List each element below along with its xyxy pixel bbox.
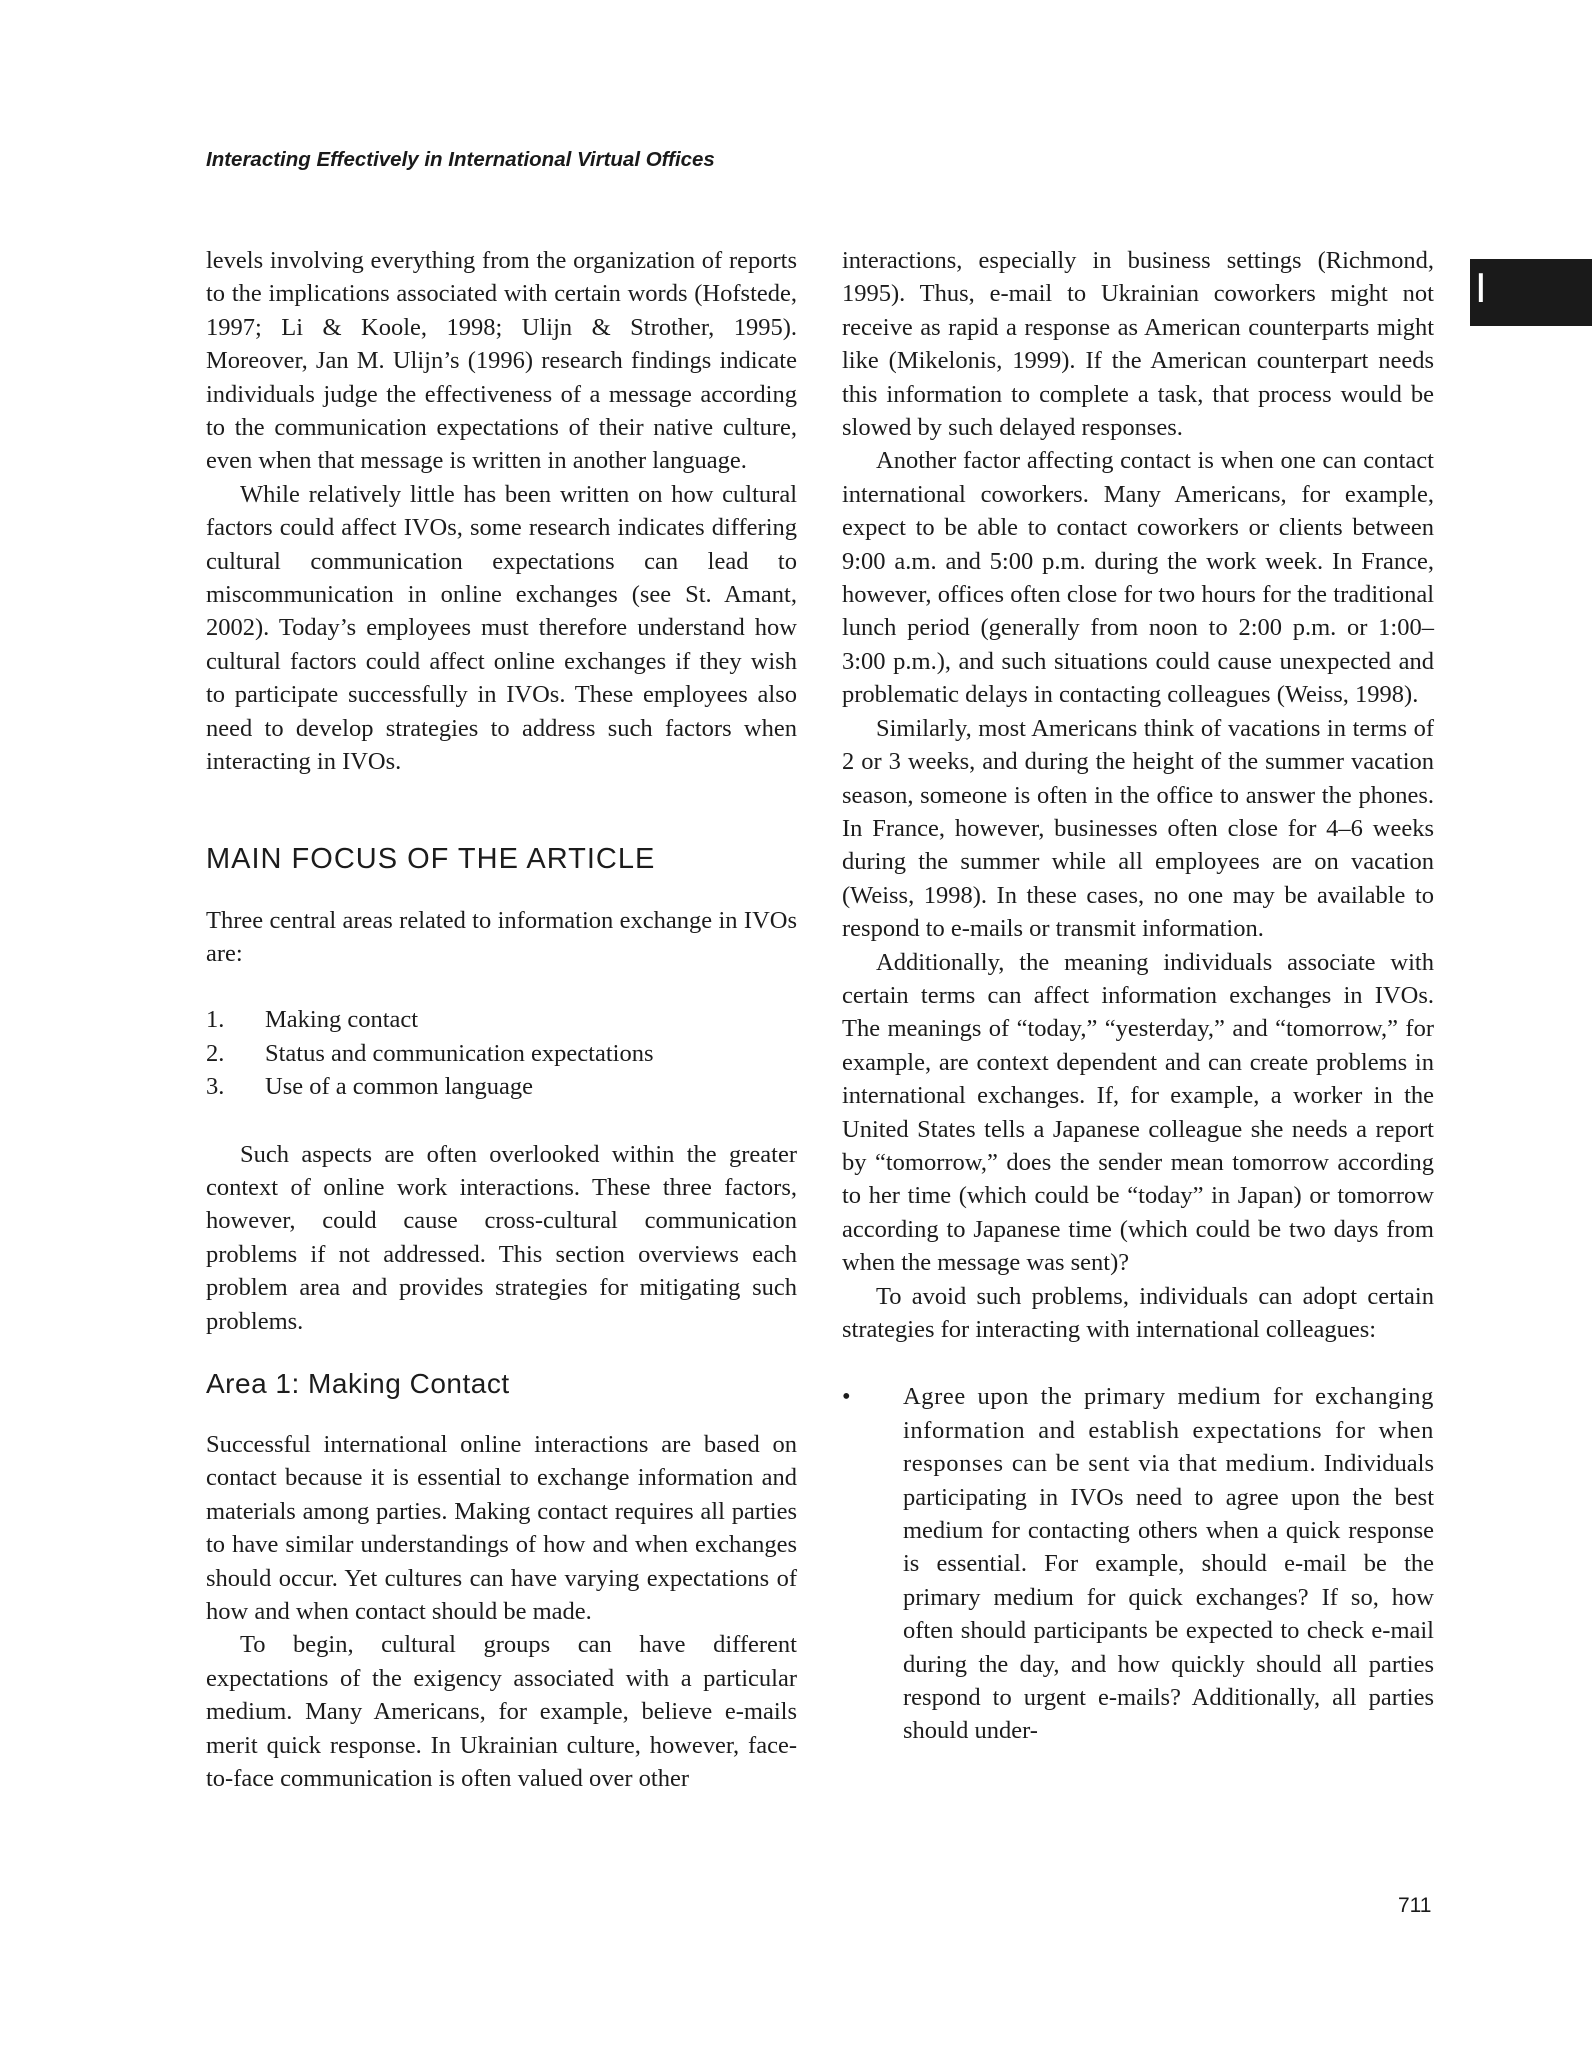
subsection-heading: Area 1: Making Contact <box>206 1367 510 1399</box>
right-column <box>842 244 1434 1748</box>
paragraph: Successful international online interactions are based on contact because it is essential to exchange information and materials among parties. Making contact requires all parties to have similar understandings of how and when exchanges should occur. Yet cultures can have varying expectations of how and when contact should be made. <box>206 1430 797 1625</box>
section-heading: MAIN FOCUS OF THE ARTICLE <box>206 842 656 875</box>
paragraph: Another factor affecting contact is when one can contact international coworkers. Many Americans, for example, expect to be able to contact coworkers or clients between 9:00 a.m. and 5:00 p.m. during the work week. In France, however, offices often close for two hours for the traditional lunch period (generally from noon to 2:00 p.m. or 1:00–3:00 p.m.), and such situations could cause unexpected and problematic delays in contacting colleagues (Weiss, 1998). <box>842 447 1434 709</box>
list-number: 1. <box>206 1006 225 1034</box>
list-text: Making contact <box>265 1006 419 1034</box>
thumb-tab-letter: I <box>1475 264 1487 311</box>
paragraph: To begin, cultural groups can have different expectations of the exigency associated with a particular medium. Many Americans, for example, believe e-mails merit quick response. In Ukrainian culture, however, face-to-face communication is often valued over other <box>206 1631 797 1793</box>
paragraph: Additionally, the meaning individuals associate with certain terms can affect information exchanges in IVOs. The meanings of “today,” “yesterday,” and “tomorrow,” for example, are context dependent and can create problems in international exchanges. If, for example, a worker in the United States tells a Japanese colleague she needs a report by “tomorrow,” does the sender mean tomorrow according to her time (which could be “today” in Japan) or tomorrow according to Japanese time (which could be two days from when the message was sent)? <box>842 948 1434 1277</box>
running-head-title: Interacting Effectively in International Virtual Offices <box>206 148 715 171</box>
paragraph: interactions, especially in business settings (Richmond, 1995). Thus, e-mail to Ukrainian coworkers might not receive as rapid a response as American counterparts might like (Mikelonis, 1999). If the American counterpart needs this information to complete a task, that process would be slowed by such delayed responses. <box>842 247 1434 442</box>
paragraph: To avoid such problems, individuals can adopt certain strategies for interacting with international colleagues: <box>842 1282 1434 1343</box>
paragraph: Such aspects are often overlooked within the greater context of online work interactions. These three factors, however, could cause cross-cultural communication problems if not addressed. This section overviews each problem area and provides strategies for mitigating such problems. <box>206 1140 797 1335</box>
paragraph: While relatively little has been written on how cultural factors could affect IVOs, some research indicates differing cultural communication expectations can lead to miscommunication in online exchanges (see St. Amant, 2002). Today’s employees must therefore understand how cultural factors could affect online exchanges if they wish to participate successfully in IVOs. These employees also need to develop strategies to address such factors when interacting in IVOs. <box>206 480 797 776</box>
list-text: Status and communication expectations <box>265 1039 654 1067</box>
list-number: 2. <box>206 1039 225 1067</box>
section-thumb-tab <box>1470 259 1592 326</box>
list-item <box>206 1070 797 1103</box>
paragraph: levels involving everything from the organization of reports to the implications associated with certain words (Hofstede, 1997; Li & Koole, 1998; Ulijn & Strother, 1995). Moreover, Jan M. Ulijn’s (1996) research findings indicate individuals judge the effectiveness of a message according to the communication expectations of their native culture, even when that message is written in another language. <box>206 247 797 475</box>
bullet-content <box>903 1380 1434 1747</box>
bullet-body-text: Individuals participating in IVOs need to agree upon the best medium for contacting others when a quick response is essential. For example, should e-mail be the primary medium for quick exchanges? If so, how often should participants be expected to check e-mail during the day, and how quickly should all parties respond to urgent e-mails? Additionally, all parties should under- <box>903 1450 1434 1745</box>
list-item <box>842 1380 1434 1747</box>
bullet-list <box>842 1380 1434 1747</box>
list-item <box>206 1003 797 1036</box>
numbered-list <box>206 1003 797 1103</box>
left-column <box>206 244 797 1795</box>
bullet-marker: • <box>842 1383 851 1411</box>
list-text: Use of a common language <box>265 1073 534 1101</box>
list-item <box>206 1037 797 1070</box>
paragraph: Three central areas related to information exchange in IVOs are: <box>206 906 797 967</box>
paragraph: Similarly, most Americans think of vacations in terms of 2 or 3 weeks, and during the height of the summer vacation season, someone is often in the office to answer the phones. In France, however, businesses often close for 4–6 weeks during the summer while all employees are on vacation (Weiss, 1998). In these cases, no one may be available to respond to e-mails or transmit information. <box>842 714 1434 943</box>
page-number: 711 <box>1398 1894 1432 1917</box>
bullet-lead-text: Agree upon the primary medium for exchanging information and establish expectations for when responses can be sent via that medium. <box>903 1383 1434 1478</box>
list-number: 3. <box>206 1073 225 1101</box>
